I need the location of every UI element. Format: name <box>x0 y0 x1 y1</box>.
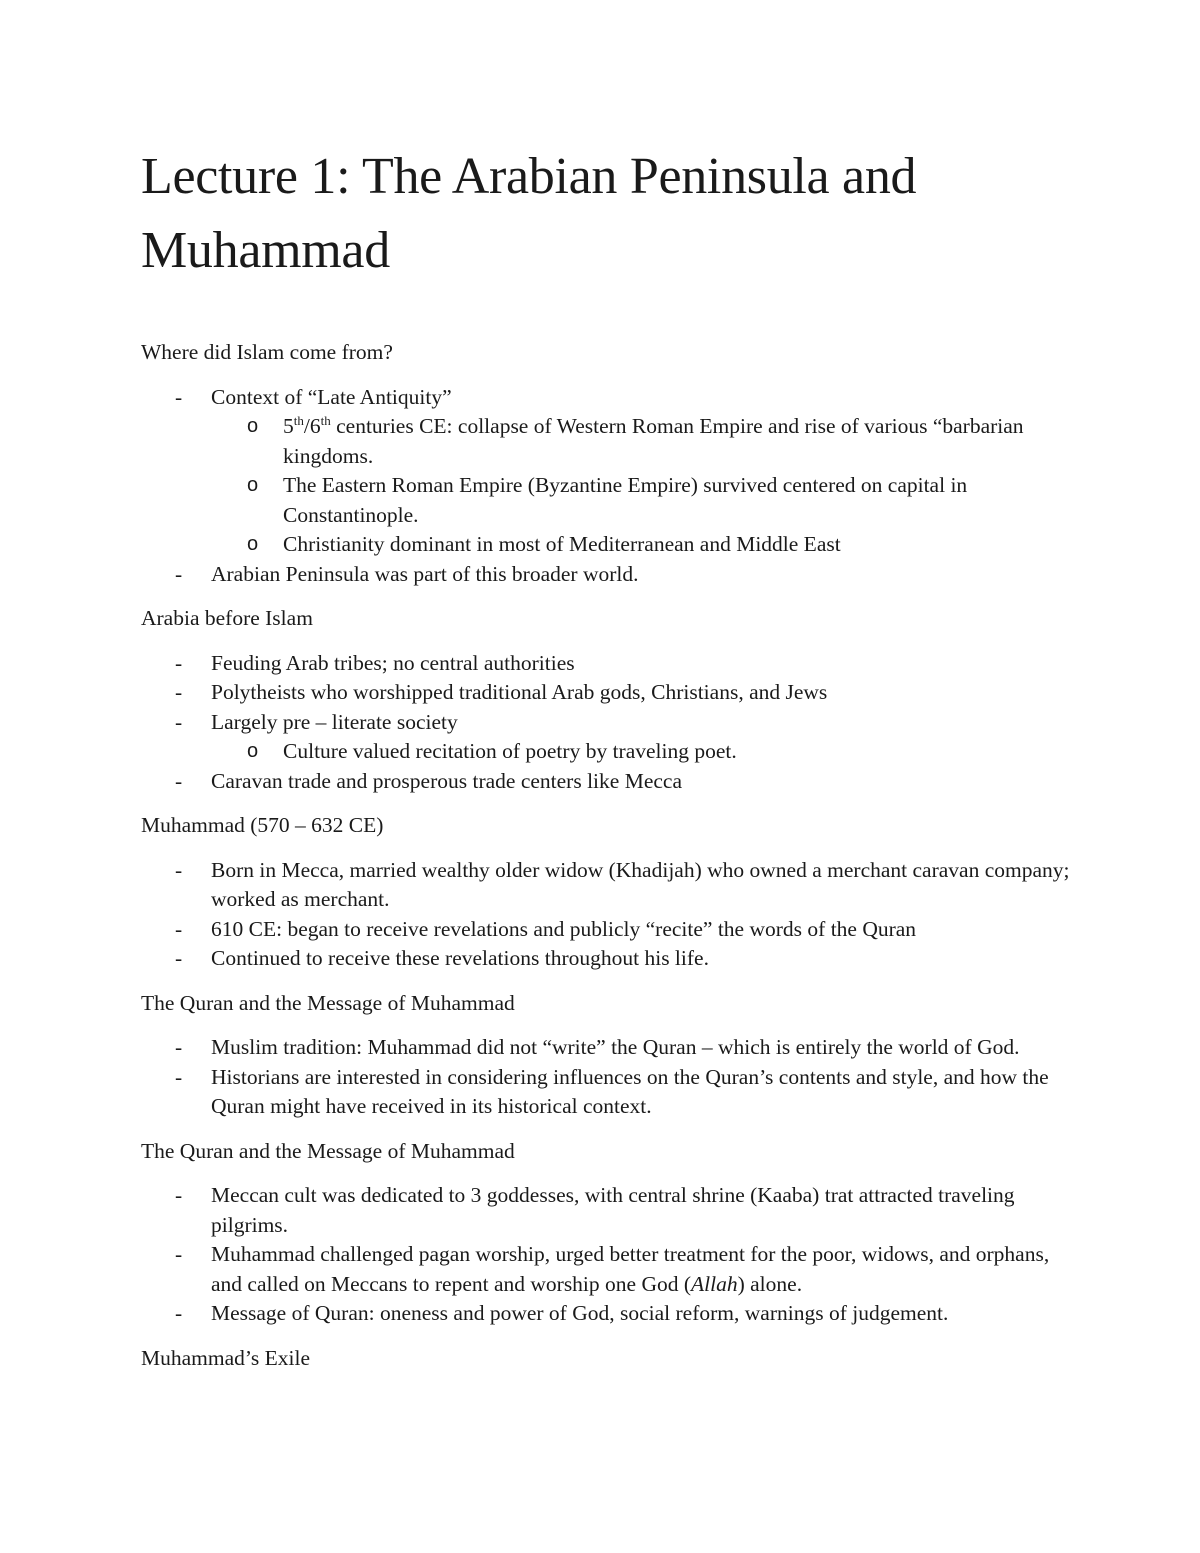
section-heading: Muhammad’s Exile <box>141 1345 310 1370</box>
page-title: Lecture 1: The Arabian Peninsula and Muhammad <box>141 148 917 279</box>
sub-item-text: 5th/6th centuries CE: collapse of Western Roman Empire and rise of various “barbarian kingdoms. <box>283 412 1024 468</box>
list-item <box>141 1299 1071 1329</box>
dash-bullet: - <box>175 650 183 675</box>
section-arabia-before-islam <box>141 604 1071 796</box>
sub-item-text: Culture valued recitation of poetry by traveling poet. <box>283 739 737 763</box>
bullet-list <box>141 1033 1071 1122</box>
list-item-text: Caravan trade and prosperous trade centers like Mecca <box>211 768 682 793</box>
sub-item-text: The Eastern Roman Empire (Byzantine Empire) survived centered on capital in Constantinople. <box>283 473 968 527</box>
sub-list-item <box>211 471 1071 530</box>
list-item-text: 610 CE: began to receive revelations and publicly “recite” the words of the Quran <box>211 916 917 941</box>
bullet-list <box>141 649 1071 797</box>
sub-list-item <box>211 530 1071 560</box>
list-item-text: Continued to receive these revelations throughout his life. <box>211 946 709 970</box>
list-item <box>141 915 1071 945</box>
list-item <box>141 383 1071 560</box>
list-item <box>141 1181 1071 1240</box>
list-item-text: Historians are interested in considering influences on the Quran’s contents and style, and how the Quran might have received in its historical context. <box>211 1064 1049 1118</box>
list-item-text: Polytheists who worshipped traditional Arab gods, Christians, and Jews <box>211 680 828 704</box>
section-heading: Where did Islam come from? <box>141 340 393 364</box>
list-item <box>141 1033 1071 1063</box>
list-item-text: Meccan cult was dedicated to 3 goddesses, with central shrine (Kaaba) trat attracted traveling pilgrims. <box>211 1183 1015 1237</box>
section-exile <box>141 1344 1071 1374</box>
list-item <box>141 1240 1071 1299</box>
dash-bullet: - <box>175 946 183 970</box>
section-heading: The Quran and the Message of Muhammad <box>141 1138 515 1163</box>
list-item <box>141 708 1071 767</box>
bullet-list <box>141 1181 1071 1329</box>
emphasis-allah: Allah <box>691 1271 738 1296</box>
dash-bullet: - <box>175 916 183 941</box>
list-item-text: Muslim tradition: Muhammad did not “write” the Quran – which is entirely the world of God. <box>211 1035 1020 1059</box>
document-body <box>141 338 1071 1388</box>
list-item-text: Message of Quran: oneness and power of God, social reform, warnings of judgement. <box>211 1301 949 1325</box>
list-item <box>141 944 1071 974</box>
circle-bullet: o <box>247 533 259 555</box>
list-item <box>141 856 1071 915</box>
list-item <box>141 767 1071 797</box>
list-item-text: Context of “Late Antiquity” <box>211 384 452 409</box>
dash-bullet: - <box>175 1301 183 1325</box>
dash-bullet: - <box>175 680 183 704</box>
dash-bullet: - <box>175 768 183 793</box>
section-quran-message-1 <box>141 989 1071 1122</box>
section-heading: Arabia before Islam <box>141 606 313 630</box>
dash-bullet: - <box>175 561 183 586</box>
section-origins <box>141 338 1071 589</box>
list-item-text: Muhammad challenged pagan worship, urged better treatment for the poor, widows, and orphans, and called on Meccans to repent and worship one God (Allah) alone. <box>211 1242 1050 1296</box>
dash-bullet: - <box>175 1183 183 1207</box>
list-item <box>141 1063 1071 1122</box>
sub-bullet-list <box>211 737 1071 767</box>
list-item-text: Largely pre – literate society <box>211 709 458 734</box>
bullet-list <box>141 856 1071 974</box>
sub-item-text: Christianity dominant in most of Mediterranean and Middle East <box>283 532 841 556</box>
dash-bullet: - <box>175 1035 183 1059</box>
sub-bullet-list <box>211 412 1071 560</box>
section-muhammad <box>141 811 1071 974</box>
list-item <box>141 560 1071 590</box>
list-item-text: Born in Mecca, married wealthy older widow (Khadijah) who owned a merchant caravan company; worked as merchant. <box>211 857 1070 911</box>
dash-bullet: - <box>175 384 183 409</box>
list-item-text: Feuding Arab tribes; no central authorities <box>211 650 575 675</box>
dash-bullet: - <box>175 709 183 734</box>
list-item-text: Arabian Peninsula was part of this broader world. <box>211 561 639 586</box>
bullet-list <box>141 383 1071 590</box>
dash-bullet: - <box>175 1064 183 1089</box>
circle-bullet: o <box>247 415 259 437</box>
section-heading: Muhammad (570 – 632 CE) <box>141 813 384 837</box>
section-heading: The Quran and the Message of Muhammad <box>141 990 515 1015</box>
dash-bullet: - <box>175 1242 183 1266</box>
section-quran-message-2 <box>141 1137 1071 1329</box>
sub-list-item <box>211 412 1071 471</box>
circle-bullet: o <box>247 474 259 496</box>
circle-bullet: o <box>247 740 259 762</box>
sub-list-item <box>211 737 1071 767</box>
list-item <box>141 649 1071 679</box>
list-item <box>141 678 1071 708</box>
dash-bullet: - <box>175 857 183 882</box>
